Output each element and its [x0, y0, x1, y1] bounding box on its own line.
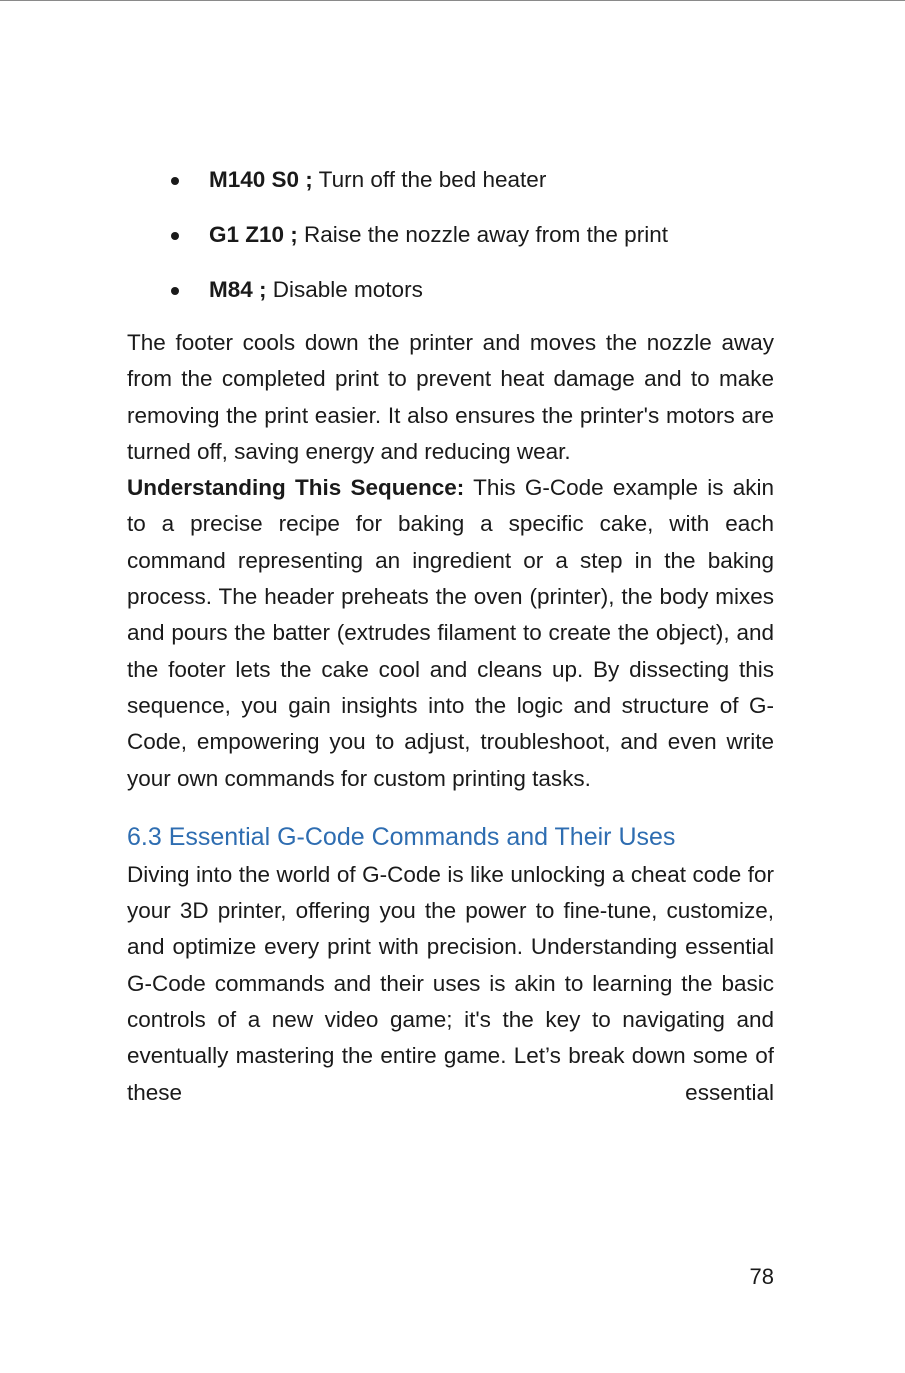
gcode-description: Turn off the bed heater [312, 167, 547, 192]
page-content [127, 160, 774, 1111]
list-item [127, 215, 774, 270]
top-rule [0, 0, 905, 1]
bullet-icon [171, 177, 179, 185]
sequence-lead: Understanding This Sequence: [127, 475, 465, 501]
section-heading: 6.3 Essential G-Code Commands and Their Uses [127, 822, 676, 851]
intro-paragraph: Diving into the world of G-Code is like unlocking a cheat code for your 3D printer, offering you the power to fine-tune, customize, and optimize every print with precision. Understanding essential G-Code commands and their uses is akin to learning the basic controls of a new video game; it's the key to navigating and eventually mastering the entire game. Let’s break down some of these essential [127, 861, 774, 1105]
gcode-description: Raise the nozzle away from the print [297, 222, 668, 247]
list-item [127, 160, 774, 215]
gcode-command: M84 ; [209, 277, 267, 302]
gcode-command: G1 Z10 ; [209, 222, 298, 247]
gcode-description: Disable motors [266, 277, 423, 302]
gcode-command: M140 S0 ; [209, 167, 313, 192]
page-number: 78 [749, 1264, 774, 1289]
bullet-icon [171, 287, 179, 295]
footer-explanation-paragraph: The footer cools down the printer and moves the nozzle away from the completed print to prevent heat damage and to make removing the print easier. It also ensures the printer's motors are turned off, saving energy and reducing wear. [127, 330, 774, 464]
gcode-footer-list [127, 160, 774, 325]
bullet-icon [171, 232, 179, 240]
sequence-paragraph [127, 470, 774, 797]
sequence-text: This G-Code example is akin to a precise recipe for baking a specific cake, with each command representing an ingredient or a step in the baking process. The header preheats the oven (printer), the body mixes and pours the batter (extrudes filament to create the object), and the footer lets the cake cool and cleans up. By dissecting this sequence, you gain insights into the logic and structure of G-Code, empowering you to adjust, troubleshoot, and even write your own commands for custom printing tasks. [127, 475, 774, 791]
list-item [127, 270, 774, 325]
